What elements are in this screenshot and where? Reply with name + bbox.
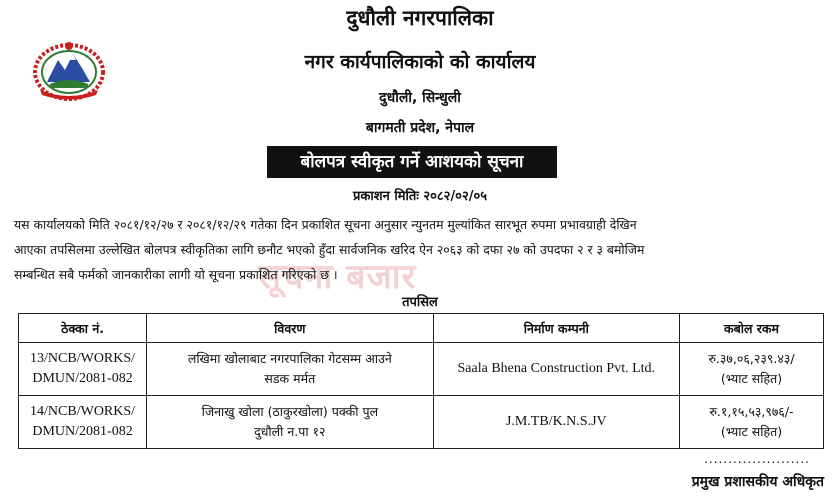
amount-vat-note: (भ्याट सहित) <box>720 424 783 439</box>
office-name: नगर कार्यपालिकाको को कार्यालय <box>304 51 536 73</box>
header-company: निर्माण कम्पनी <box>433 314 679 343</box>
notice-body-line: आएका तपसिलमा उल्लेखित बोलपत्र स्वीकृतिका लागि छनौट भएको हुँदा सार्वजनिक खरिद ऐन २०६३ को दफा २७ को उपदफा २ र ३ बमोजिम <box>14 242 645 257</box>
publish-date: प्रकाशन मितिः २०८२/०२/०५ <box>353 189 487 204</box>
table-header-row <box>19 314 824 343</box>
description-line: दुधौली न.पा १२ <box>254 424 326 439</box>
description-line: लखिमा खोलाबाट नगरपालिका गेटसम्म आउने <box>187 351 392 366</box>
header-amount: कबोल रकम <box>680 314 824 343</box>
watermark-text: सूचना बजार <box>258 257 417 297</box>
description-line: जिनाखु खोला (ठाकुरखोला) पक्की पुल <box>201 404 379 419</box>
table-row <box>19 343 824 396</box>
company-cell: J.M.TB/K.N.S.JV <box>433 396 679 449</box>
amount-line: रु.१,१५,५३,९७६/- <box>709 404 794 419</box>
notice-body-line: सम्बन्धित सबै फर्मको जानकारीका लागी यो सूचना प्रकाशित गरिएको छ । <box>14 267 338 282</box>
amount-cell <box>680 396 824 449</box>
contract-no-line: DMUN/2081-082 <box>32 371 133 386</box>
table-caption: तपसिल <box>402 295 438 310</box>
table-row <box>19 396 824 449</box>
company-cell: Saala Bhena Construction Pvt. Ltd. <box>433 343 679 396</box>
office-location: दुधौली, सिन्धुली <box>379 90 461 106</box>
description-line: सडक मर्मत <box>264 371 316 386</box>
description-cell <box>147 343 433 396</box>
amount-vat-note: (भ्याट सहित) <box>720 371 783 386</box>
contract-no-cell <box>19 343 147 396</box>
header-description: विवरण <box>147 314 433 343</box>
amount-cell <box>680 343 824 396</box>
contract-table <box>18 313 824 449</box>
signature-line: ...................... <box>704 452 810 466</box>
contract-no-line: DMUN/2081-082 <box>32 424 133 439</box>
contract-no-cell <box>19 396 147 449</box>
notice-body <box>14 212 826 287</box>
municipality-name: दुधौली नगरपालिका <box>346 6 494 30</box>
signatory-title: प्रमुख प्रशासकीय अधिकृत <box>691 474 824 490</box>
header-contract-no: ठेक्का नं. <box>19 314 147 343</box>
contract-no-line: 13/NCB/WORKS/ <box>30 351 136 366</box>
notice-body-line: यस कार्यालयको मिति २०८१/१२/२७ र २०८१/१२/२९ गतेका दिन प्रकाशित सूचना अनुसार न्युनतम मुल्यांकित सारभूत रुपमा प्रभावग्राही देखिन <box>14 217 637 232</box>
amount-line: रु.३७,०६,२३९.४३/ <box>708 351 795 366</box>
description-cell <box>147 396 433 449</box>
province-country: बागमती प्रदेश, नेपाल <box>365 120 475 136</box>
notice-title: बोलपत्र स्वीकृत गर्ने आशयको सूचना <box>267 146 557 178</box>
contract-no-line: 14/NCB/WORKS/ <box>30 404 136 419</box>
